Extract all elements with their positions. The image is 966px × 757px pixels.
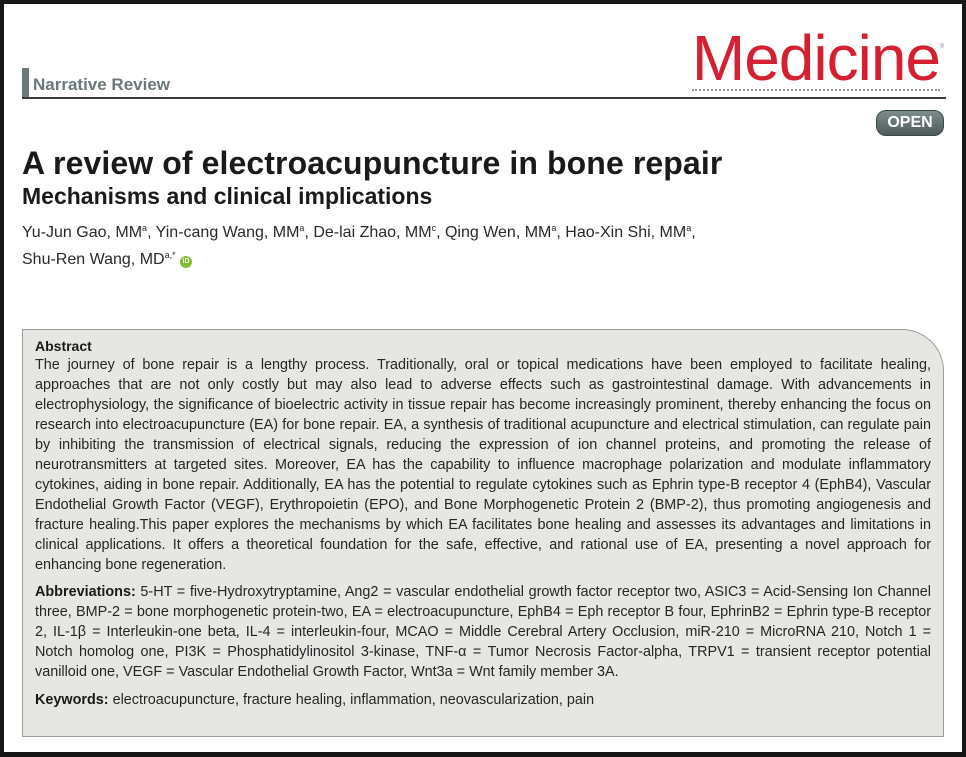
orcid-icon[interactable]: iD <box>180 256 192 268</box>
abstract-box <box>22 329 944 737</box>
keywords-text: electroacupuncture, fracture healing, inflammation, neovascularization, pain <box>112 692 595 708</box>
article-subtitle: Mechanisms and clinical implications <box>22 183 433 209</box>
author[interactable]: Yin-cang Wang, $MM^a$ <box>155 223 305 241</box>
author[interactable]: De-lai Zhao, $MM^c$ <box>313 223 437 241</box>
logo-dotted-underline <box>692 89 940 91</box>
author-list: Yu-Jun Gao, $MM^a$, Yin-cang Wang, $MM^a$, De-lai Zhao, $MM^c$, Qing Wen, $MM^a$, Hao-Xin Shi, $MM^a$, Shu-Ren Wang, $MD^{a,*}$ iD <box>22 223 696 268</box>
keywords-label: Keywords: <box>35 692 109 708</box>
abbreviations-text: 5-HT = five-Hydroxytryptamine, Ang2 = vascular endothelial growth factor receptor two, ASIC3 = Acid-Sensing Ion Channel three, BMP-2 = bone morphogenetic protein-two, EA = electroacupuncture, EphB4 = Eph receptor B four, EphrinB2 = Ephrin type-B receptor 2, IL-1β = Interleukin-one beta, IL-4 = interleukin-four, MCAO = Middle Cerebral Artery Occlusion, miR-210 = MicroRNA 210, Notch 1 = Notch homolog one, PI3K = Phosphatidylinositol 3-kinase, TNF-α = Tumor Necrosis Factor-alpha, TRPV1 = transient receptor potential vanilloid one, VEGF = Vascular Endothelial Growth Factor, Wnt3a = Wnt family member 3A. <box>35 584 931 680</box>
journal-name: Medicine <box>691 22 940 94</box>
section-bar <box>22 68 29 98</box>
open-access-badge: OPEN <box>876 110 944 136</box>
registered-mark: ® <box>939 44 944 50</box>
article-page <box>4 4 962 752</box>
article-title: A review of electroacupuncture in bone repair <box>22 145 723 181</box>
author[interactable]: Shu-Ren Wang, $MD^{a,*}$ <box>22 250 176 268</box>
abbreviations-label: Abbreviations: <box>35 584 136 600</box>
author[interactable]: Hao-Xin Shi, $MM^a$ <box>565 223 692 241</box>
header-divider <box>22 97 946 99</box>
abbreviations <box>35 582 931 682</box>
section-label-text: Narrative Review <box>33 75 171 94</box>
section-label <box>22 68 170 98</box>
author[interactable]: Yu-Jun Gao, $MM^a$ <box>22 223 148 241</box>
author[interactable]: Qing Wen, $MM^a$ <box>444 223 557 241</box>
keywords <box>35 690 931 710</box>
journal-logo <box>691 22 944 94</box>
abstract-heading: Abstract <box>35 338 92 354</box>
abstract-text: The journey of bone repair is a lengthy process. Traditionally, oral or topical medications have been employed to facilitate healing, approaches that are not only costly but may also lead to adverse effects such as gastrointestinal damage. With advancements in electrophysiology, the significance of bioelectric activity in tissue repair has become increasingly prominent, thereby enhancing the focus on research into electroacupuncture (EA) for bone repair. EA, a synthesis of traditional acupuncture and electrical stimulation, can regulate pain by inhibiting the transmission of electrical signals, reducing the expression of ion channel proteins, and promoting the release of neurotransmitters at targeted sites. Moreover, EA has the capability to influence macrophage polarization and modulate inflammatory cytokines, aiding in bone repair. Additionally, EA has the potential to regulate cytokines such as Ephrin type-B receptor 4 (EphB4), Vascular Endothelial Growth Factor (VEGF), Erythropoietin (EPO), and Bone Morphogenetic Protein 2 (BMP-2), thus promoting angiogenesis and fracture healing.This paper explores the mechanisms by which EA facilitates bone healing and assesses its advantages and limitations in clinical applications. It offers a theoretical foundation for the safe, effective, and rational use of EA, presenting a novel approach for enhancing bone regeneration. <box>35 357 931 573</box>
